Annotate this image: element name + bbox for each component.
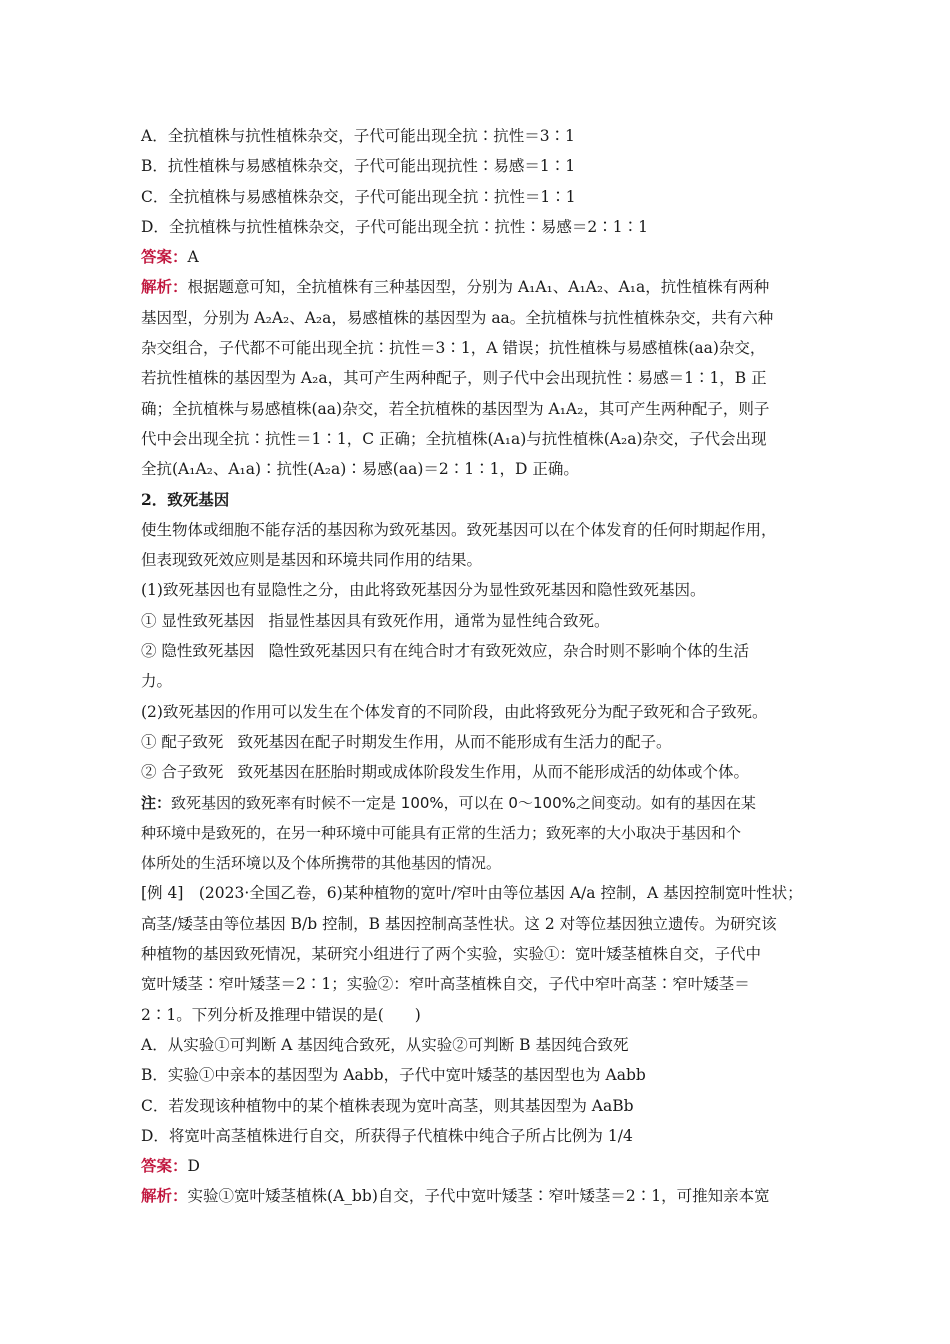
intro-line: 但表现致死效应则是基因和环境共同作用的结果。 xyxy=(141,551,483,570)
example-option-c: C．若发现该种植物中的某个植株表现为宽叶高茎，则其基因型为 AaBb xyxy=(141,1096,634,1115)
option-c: C．全抗植株与易感植株杂交，子代可能出现全抗∶抗性＝1∶1 xyxy=(141,187,576,206)
list-item xyxy=(141,727,817,757)
example-stem: 种植物的基因致死情况，某研究小组进行了两个实验，实验①：宽叶矮茎植株自交，子代中 xyxy=(141,945,762,964)
answer-line xyxy=(141,242,817,272)
option-a: A．全抗植株与抗性植株杂交，子代可能出现全抗∶抗性＝3∶1 xyxy=(141,127,575,145)
analysis-line: 基因型，分别为 A₂A₂、A₂a，易感植株的基因型为 aa。全抗植株与抗性植株杂交，共有六种 xyxy=(141,308,774,327)
analysis-line: 杂交组合，子代都不可能出现全抗∶抗性＝3∶1，A 错误；抗性植株与易感植株(aa)杂交， xyxy=(141,339,766,358)
analysis-line: 代中会出现全抗∶抗性＝1∶1，C 正确；全抗植株(A₁a)与抗性植株(A₂a)杂交，子代会出现 xyxy=(141,429,767,448)
item-text: 隐性致死基因只有在纯合时才有致死效应，杂合时则不影响个体的生活 xyxy=(268,642,749,661)
list-item xyxy=(141,757,817,787)
analysis-line: 确；全抗植株与易感植株(aa)杂交，若全抗植株的基因型为 A₁A₂，其可产生两种配子，则子 xyxy=(141,399,770,418)
analysis-line xyxy=(141,272,817,302)
answer-label: 答案： xyxy=(141,1156,188,1176)
note-label: 注： xyxy=(141,793,172,812)
example-stem: 宽叶矮茎∶窄叶矮茎＝2∶1；实验②：窄叶高茎植株自交，子代中窄叶高茎∶窄叶矮茎＝ xyxy=(141,975,750,994)
intro-line: 使生物体或细胞不能存活的基因称为致死基因。致死基因可以在个体发育的任何时期起作用， xyxy=(141,520,777,539)
item-text: 致死基因在胚胎时期或成体阶段发生作用，从而不能形成活的幼体或个体。 xyxy=(237,763,749,782)
example-stem: 高茎/矮茎由等位基因 B/b 控制，B 基因控制高茎性状。这 2 对等位基因独立遗传。为研究该 xyxy=(141,914,777,933)
paragraph-2: (2)致死基因的作用可以发生在个体发育的不同阶段，由此将致死分为配子致死和合子致死。 xyxy=(141,702,768,721)
analysis-line: 若抗性植株的基因型为 A₂a，其可产生两种配子，则子代中会出现抗性∶易感＝1∶1，B 正 xyxy=(141,369,767,388)
list-item-continued: 力。 xyxy=(141,672,173,691)
item-term: ② 隐性致死基因 xyxy=(141,642,255,661)
option-d: D．全抗植株与抗性植株杂交，子代可能出现全抗∶抗性∶易感＝2∶1∶1 xyxy=(141,217,649,236)
analysis-label: 解析： xyxy=(141,277,188,297)
note-text: 致死基因的致死率有时候不一定是 100%，可以在 0～100%之间变动。如有的基因在某 xyxy=(171,793,756,812)
answer-value: A xyxy=(187,248,199,267)
example-analysis-line xyxy=(141,1181,817,1211)
example-option-a: A．从实验①可判断 A 基因纯合致死，从实验②可判断 B 基因纯合致死 xyxy=(141,1035,629,1054)
paragraph-1: (1)致死基因也有显隐性之分，由此将致死基因分为显性致死基因和隐性致死基因。 xyxy=(141,581,706,600)
example-stem: [例 4] (2023·全国乙卷，6)某种植物的宽叶/窄叶由等位基因 A/a 控制，A 基因控制宽叶性状； xyxy=(141,884,803,903)
analysis-text: 根据题意可知，全抗植株有三种基因型，分别为 A₁A₁、A₁A₂、A₁a，抗性植株有两种 xyxy=(187,278,770,297)
analysis-text: 实验①宽叶矮茎植株(A_bb)自交，子代中宽叶矮茎∶窄叶矮茎＝2∶1，可推知亲本宽 xyxy=(187,1187,770,1206)
answer-label: 答案： xyxy=(141,247,188,267)
answer-value: D xyxy=(187,1157,200,1176)
example-answer-line xyxy=(141,1151,817,1181)
document-page xyxy=(141,121,817,1212)
note-line: 体所处的生活环境以及个体所携带的其他基因的情况。 xyxy=(141,854,502,873)
example-stem: 2∶1。下列分析及推理中错误的是( ) xyxy=(141,1005,421,1024)
item-term: ① 配子致死 xyxy=(141,732,224,751)
section-heading: 2．致死基因 xyxy=(141,489,230,509)
note-line: 种环境中是致死的，在另一种环境中可能具有正常的生活力；致死率的大小取决于基因和个 xyxy=(141,823,742,842)
item-text: 致死基因在配子时期发生作用，从而不能形成有生活力的配子。 xyxy=(237,732,672,751)
analysis-label: 解析： xyxy=(141,1186,188,1206)
item-text: 指显性基因具有致死作用，通常为显性纯合致死。 xyxy=(268,611,610,630)
analysis-line: 全抗(A₁A₂、A₁a)∶抗性(A₂a)∶易感(aa)＝2∶1∶1，D 正确。 xyxy=(141,460,579,479)
example-option-d: D．将宽叶高茎植株进行自交，所获得子代植株中纯合子所占比例为 1/4 xyxy=(141,1126,633,1145)
item-term: ① 显性致死基因 xyxy=(141,611,255,630)
option-b: B．抗性植株与易感植株杂交，子代可能出现抗性∶易感＝1∶1 xyxy=(141,157,576,176)
list-item xyxy=(141,606,817,636)
example-option-b: B．实验①中亲本的基因型为 Aabb，子代中宽叶矮茎的基因型也为 Aabb xyxy=(141,1066,646,1085)
item-term: ② 合子致死 xyxy=(141,763,224,782)
note-line xyxy=(141,788,817,818)
list-item xyxy=(141,636,817,666)
